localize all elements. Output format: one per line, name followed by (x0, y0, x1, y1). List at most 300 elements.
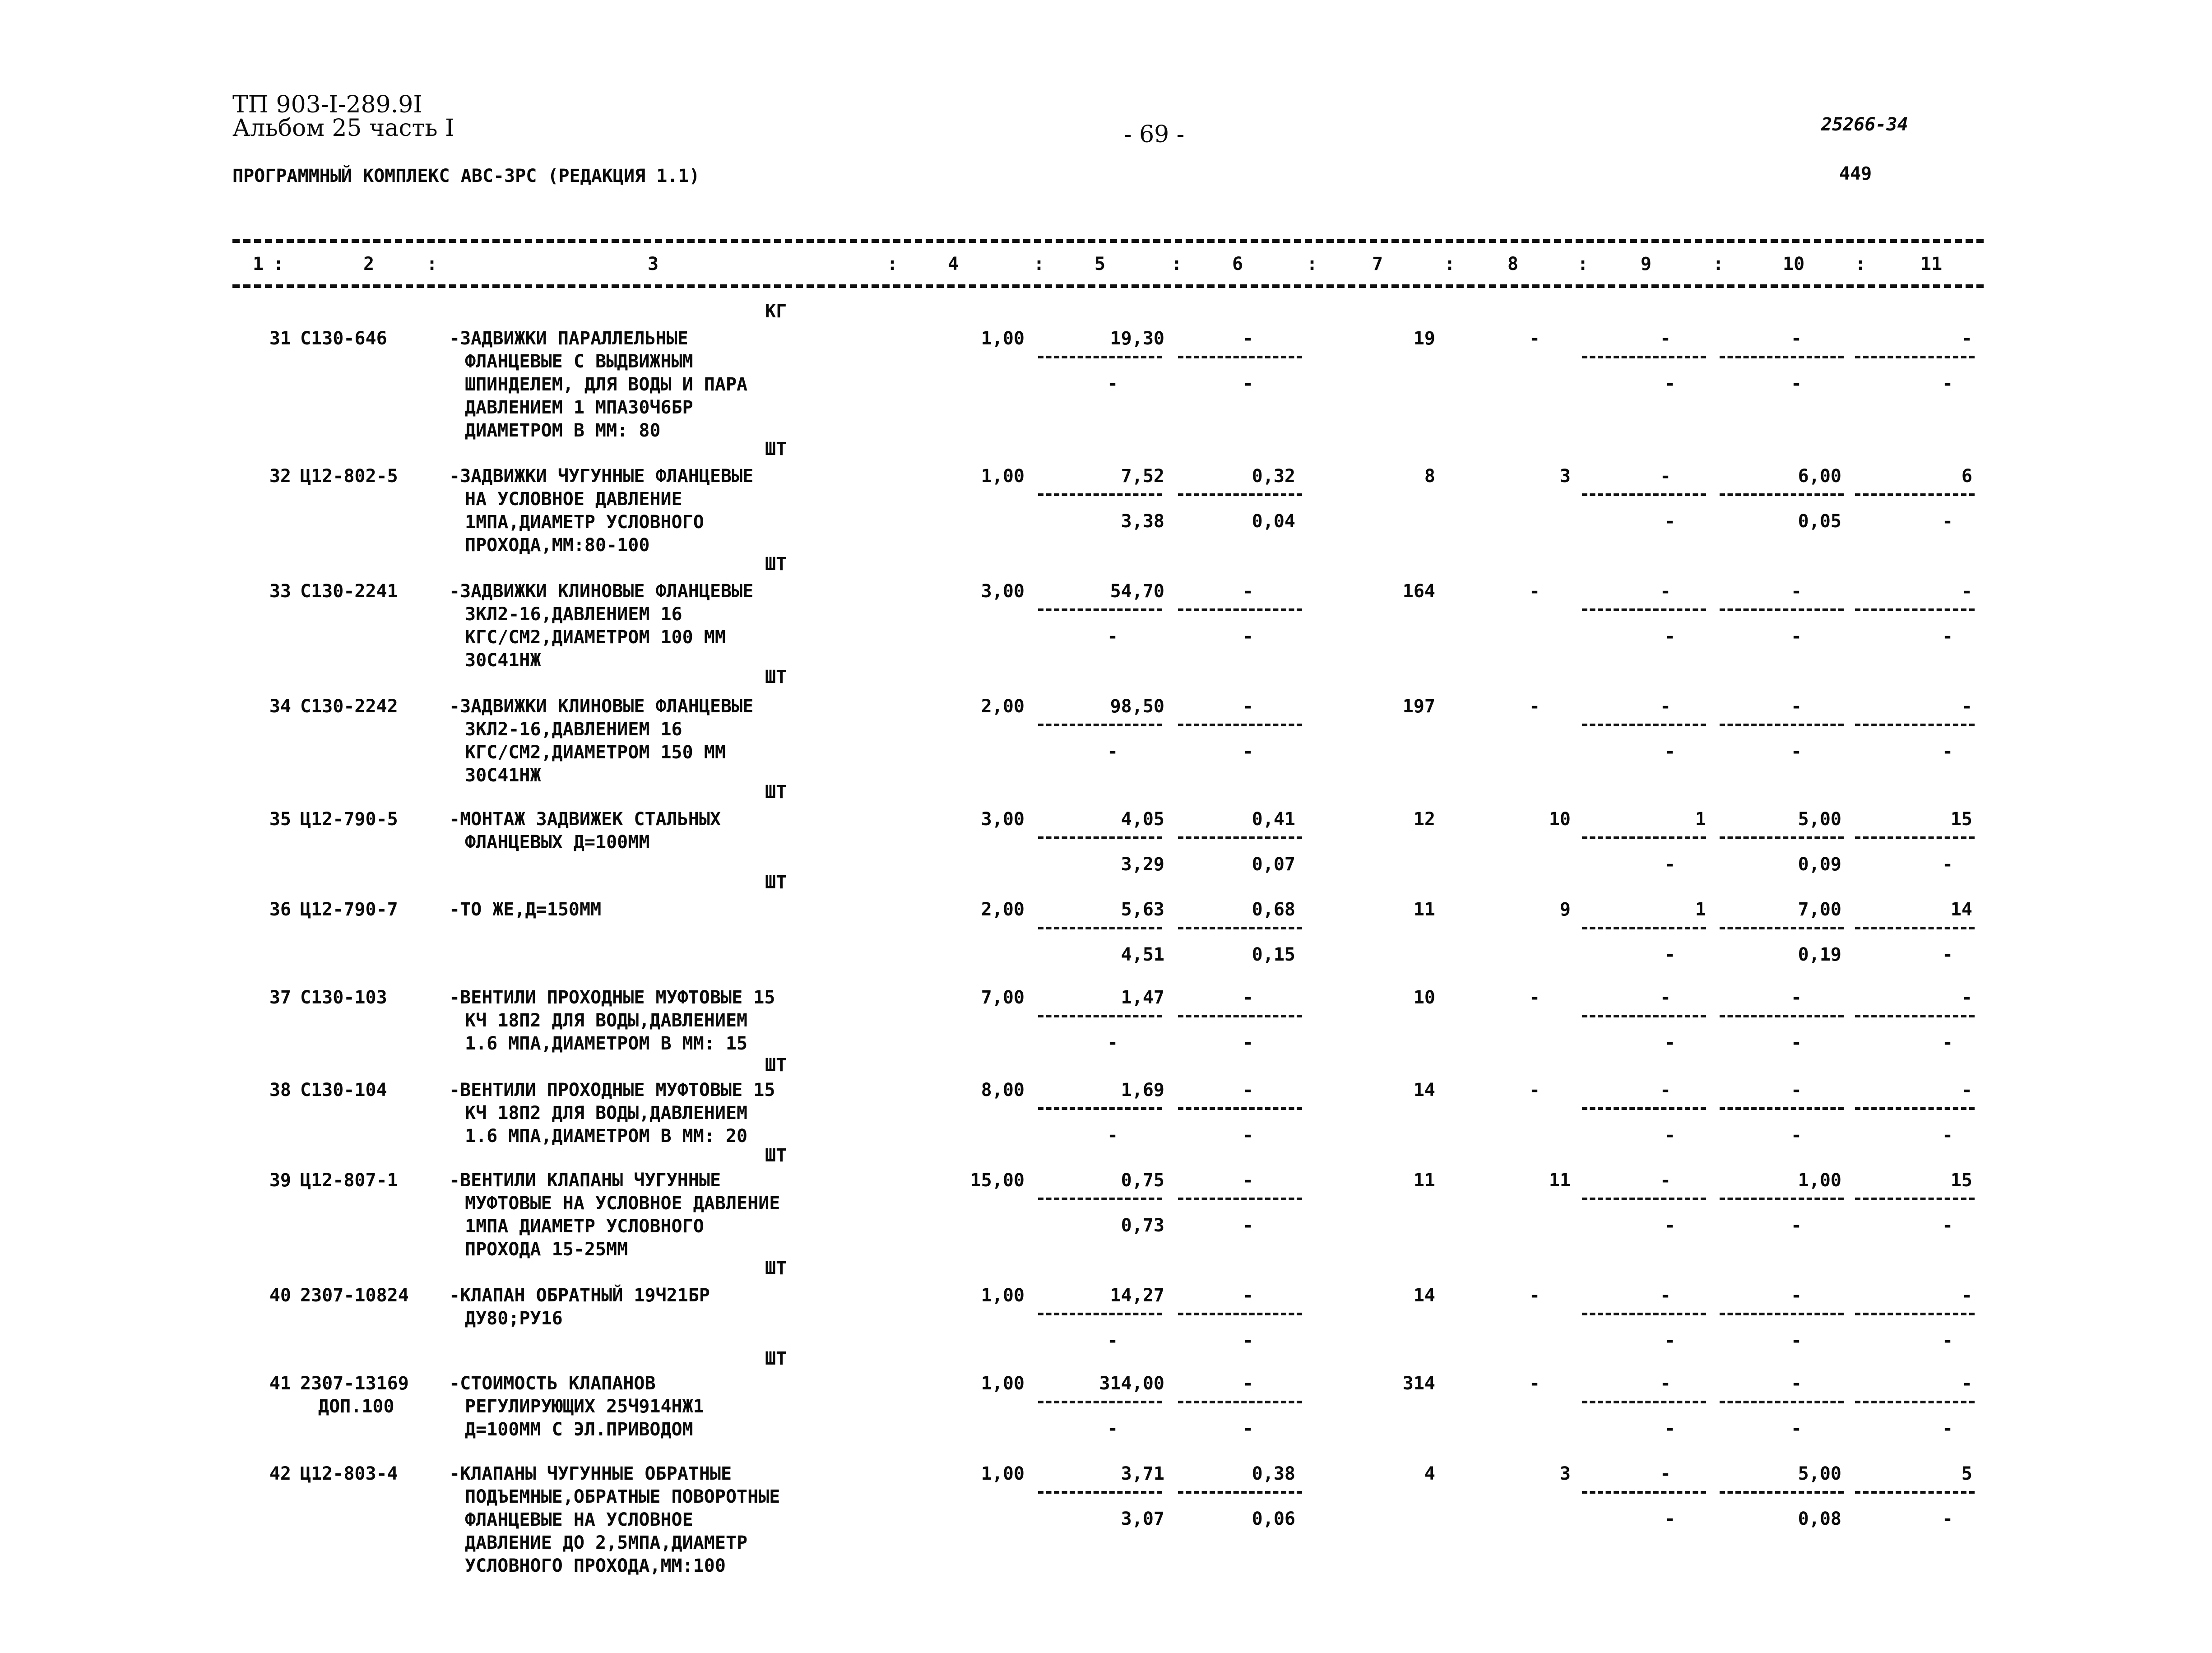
subtotal-divider (1855, 1313, 1975, 1315)
labor-cell: 11 (1549, 1170, 1571, 1191)
subtotal-divider (1720, 1401, 1844, 1403)
row-number: 42 (269, 1463, 291, 1484)
row-number: 35 (269, 809, 291, 830)
labor-norm-cell: 1,00 (1798, 1170, 1841, 1191)
salary-sub-cell: - (1242, 1418, 1254, 1439)
item-description-line: КЧ 18П2 ДЛЯ ВОДЫ,ДАВЛЕНИЕМ (465, 1103, 748, 1124)
labor-total-sub-cell: - (1942, 1032, 1953, 1053)
salary-cell: 0,68 (1252, 899, 1295, 920)
unit-cost-cell: 0,75 (1121, 1170, 1164, 1191)
machine-cell: - (1660, 328, 1671, 349)
archive-number: 25266-34 (1821, 114, 1908, 135)
total-cost-cell: 12 (1413, 809, 1435, 830)
column-separator: : (887, 254, 898, 274)
unit-cost-sub-cell: - (1107, 1125, 1118, 1146)
subtotal-divider (1855, 1015, 1975, 1017)
row-number: 38 (269, 1080, 291, 1100)
subtotal-divider (1038, 356, 1162, 358)
subtotal-divider (1038, 1107, 1162, 1110)
quantity-cell: 1,00 (981, 466, 1025, 487)
rate-code: С130-2242 (300, 696, 398, 717)
item-description-line: ЗКЛ2-16,ДАВЛЕНИЕМ 16 (465, 604, 682, 625)
subtotal-divider (1720, 836, 1844, 839)
labor-norm-sub-cell: - (1790, 1215, 1802, 1236)
unit-cost-cell: 1,47 (1121, 987, 1164, 1008)
salary-cell: - (1242, 581, 1254, 602)
subtotal-divider (1178, 493, 1302, 496)
labor-norm-sub-cell: 0,05 (1798, 511, 1841, 532)
salary-sub-cell: - (1242, 373, 1254, 394)
item-description-line: Д=100ММ С ЭЛ.ПРИВОДОМ (465, 1419, 693, 1440)
labor-cell: 9 (1559, 899, 1571, 920)
quantity-cell: 1,00 (981, 1373, 1025, 1394)
machine-sub-cell: - (1664, 1215, 1676, 1236)
machine-sub-cell: - (1664, 1330, 1676, 1351)
subtotal-divider (1582, 927, 1706, 929)
labor-cell: - (1529, 328, 1540, 349)
item-description-line: КЧ 18П2 ДЛЯ ВОДЫ,ДАВЛЕНИЕМ (465, 1010, 748, 1031)
subtotal-divider (1855, 493, 1975, 496)
salary-sub-cell: - (1242, 1330, 1254, 1351)
item-description-line: ФЛАНЦЕВЫХ Д=100ММ (465, 832, 650, 853)
subtotal-divider (1038, 493, 1162, 496)
column-header: 1 (253, 254, 264, 274)
salary-cell: - (1242, 987, 1254, 1008)
column-header: 9 (1641, 254, 1652, 274)
labor-total-cell: - (1961, 696, 1972, 717)
machine-sub-cell: - (1664, 1509, 1676, 1529)
subtotal-divider (1720, 1015, 1844, 1017)
subtotal-divider (1720, 927, 1844, 929)
unit-cost-cell: 7,52 (1121, 466, 1164, 487)
total-cost-cell: 14 (1413, 1285, 1435, 1306)
unit-label: ШТ (765, 782, 787, 803)
unit-cost-sub-cell: 4,51 (1121, 944, 1164, 965)
column-separator: : (1171, 254, 1183, 274)
total-cost-cell: 4 (1424, 1463, 1435, 1484)
item-description-line: 1.6 МПА,ДИАМЕТРОМ В ММ: 20 (465, 1126, 748, 1147)
item-description-line: -КЛАПАНЫ ЧУГУННЫЕ ОБРАТНЫЕ (449, 1463, 732, 1484)
machine-cell: - (1660, 1170, 1671, 1191)
labor-norm-sub-cell: - (1790, 1330, 1802, 1351)
unit-cost-cell: 314,00 (1099, 1373, 1164, 1394)
machine-sub-cell: - (1664, 1125, 1676, 1146)
quantity-cell: 2,00 (981, 696, 1025, 717)
subtotal-divider (1178, 1401, 1302, 1403)
total-cost-cell: 10 (1413, 987, 1435, 1008)
item-description-line: РЕГУЛИРУЮЩИХ 25Ч914НЖ1 (465, 1396, 704, 1417)
labor-total-cell: - (1961, 1285, 1972, 1306)
rate-code: С130-104 (300, 1080, 387, 1100)
item-description-line: 1.6 МПА,ДИАМЕТРОМ В ММ: 15 (465, 1033, 748, 1054)
table-header-rule (232, 284, 1984, 288)
salary-cell: - (1242, 328, 1254, 349)
unit-cost-cell: 3,71 (1121, 1463, 1164, 1484)
labor-total-sub-cell: - (1942, 511, 1953, 532)
labor-total-sub-cell: - (1942, 944, 1953, 965)
labor-total-cell: 15 (1950, 809, 1972, 830)
labor-total-cell: 15 (1950, 1170, 1972, 1191)
labor-cell: - (1529, 1373, 1540, 1394)
item-description-line: 1МПА ДИАМЕТР УСЛОВНОГО (465, 1216, 704, 1237)
unit-cost-cell: 1,69 (1121, 1080, 1164, 1100)
item-description-line: -ЗАДВИЖКИ ПАРАЛЛЕЛЬНЫЕ (449, 328, 688, 349)
item-description-line: 30С41НЖ (465, 765, 541, 786)
program-title: ПРОГРАММНЫЙ КОМПЛЕКС АВС-3РС (РЕДАКЦИЯ 1.1) (232, 166, 700, 186)
salary-cell: - (1242, 1080, 1254, 1100)
item-description-line: -МОНТАЖ ЗАДВИЖЕК СТАЛЬНЫХ (449, 809, 721, 830)
subtotal-divider (1038, 1015, 1162, 1017)
subtotal-divider (1038, 1198, 1162, 1200)
subtotal-divider (1178, 608, 1302, 611)
salary-cell: - (1242, 1373, 1254, 1394)
salary-sub-cell: - (1242, 1125, 1254, 1146)
item-description-line: ФЛАНЦЕВЫЕ С ВЫДВИЖНЫМ (465, 351, 693, 372)
labor-norm-cell: 6,00 (1798, 466, 1841, 487)
salary-sub-cell: - (1242, 741, 1254, 762)
column-header: 11 (1920, 254, 1943, 274)
machine-sub-cell: - (1664, 626, 1676, 647)
unit-label: ШТ (765, 1258, 787, 1279)
item-description-line: ФЛАНЦЕВЫЕ НА УСЛОВНОЕ (465, 1509, 693, 1530)
unit-cost-sub-cell: - (1107, 626, 1118, 647)
column-separator: : (1577, 254, 1589, 274)
row-number: 33 (269, 581, 291, 602)
subtotal-divider (1582, 1107, 1706, 1110)
labor-total-cell: - (1961, 1080, 1972, 1100)
column-separator: : (427, 254, 438, 274)
labor-norm-cell: 5,00 (1798, 1463, 1841, 1484)
row-number: 40 (269, 1285, 291, 1306)
subtotal-divider (1038, 1401, 1162, 1403)
total-cost-cell: 19 (1413, 328, 1435, 349)
salary-cell: 0,32 (1252, 466, 1295, 487)
subtotal-divider (1178, 1198, 1302, 1200)
column-separator: : (1307, 254, 1318, 274)
salary-sub-cell: - (1242, 626, 1254, 647)
column-header: 3 (648, 254, 659, 274)
quantity-cell: 2,00 (981, 899, 1025, 920)
total-cost-cell: 197 (1402, 696, 1435, 717)
machine-sub-cell: - (1664, 944, 1676, 965)
item-description-line: ЗКЛ2-16,ДАВЛЕНИЕМ 16 (465, 719, 682, 740)
item-description-line: -ЗАДВИЖКИ ЧУГУННЫЕ ФЛАНЦЕВЫЕ (449, 466, 754, 487)
row-number: 32 (269, 466, 291, 487)
column-header: 7 (1372, 254, 1383, 274)
machine-cell: 1 (1695, 899, 1706, 920)
subtotal-divider (1178, 1107, 1302, 1110)
labor-norm-sub-cell: - (1790, 1125, 1802, 1146)
unit-label: ШТ (765, 872, 787, 893)
unit-cost-cell: 4,05 (1121, 809, 1164, 830)
labor-norm-cell: - (1790, 1373, 1802, 1394)
labor-total-cell: 6 (1961, 466, 1972, 487)
rate-code: С130-646 (300, 328, 387, 349)
labor-total-sub-cell: - (1942, 1215, 1953, 1236)
column-separator: : (1713, 254, 1724, 274)
labor-total-cell: 5 (1961, 1463, 1972, 1484)
column-separator: : (1855, 254, 1866, 274)
column-header: 4 (948, 254, 959, 274)
unit-cost-sub-cell: 0,73 (1121, 1215, 1164, 1236)
subtotal-divider (1038, 927, 1162, 929)
rate-code: 2307-10824 (300, 1285, 409, 1306)
subtotal-divider (1038, 608, 1162, 611)
subtotal-divider (1720, 1198, 1844, 1200)
quantity-cell: 3,00 (981, 581, 1025, 602)
labor-norm-cell: - (1790, 987, 1802, 1008)
labor-total-sub-cell: - (1942, 741, 1953, 762)
unit-cost-sub-cell: 3,07 (1121, 1509, 1164, 1529)
row-number: 31 (269, 328, 291, 349)
rate-code-extra: ДОП.100 (318, 1396, 394, 1417)
page-number: - 69 - (1124, 121, 1185, 148)
subtotal-divider (1038, 836, 1162, 839)
subtotal-divider (1038, 724, 1162, 726)
labor-norm-sub-cell: 0,09 (1798, 854, 1841, 875)
rate-code: Ц12-803-4 (300, 1463, 398, 1484)
subtotal-divider (1582, 493, 1706, 496)
labor-norm-cell: 5,00 (1798, 809, 1841, 830)
unit-label: КГ (765, 301, 787, 322)
labor-cell: 10 (1549, 809, 1571, 830)
quantity-cell: 1,00 (981, 1463, 1025, 1484)
machine-sub-cell: - (1664, 511, 1676, 532)
column-separator: : (1444, 254, 1456, 274)
unit-label: ШТ (765, 667, 787, 687)
subtotal-divider (1720, 724, 1844, 726)
item-description-line: -ВЕНТИЛИ КЛАПАНЫ ЧУГУННЫЕ (449, 1170, 721, 1191)
rate-code: Ц12-790-5 (300, 809, 398, 830)
subtotal-divider (1582, 1491, 1706, 1494)
unit-cost-cell: 14,27 (1110, 1285, 1164, 1306)
subtotal-divider (1178, 836, 1302, 839)
total-cost-cell: 8 (1424, 466, 1435, 487)
unit-cost-cell: 54,70 (1110, 581, 1164, 602)
labor-norm-sub-cell: 0,19 (1798, 944, 1841, 965)
salary-cell: 0,41 (1252, 809, 1295, 830)
doc-code: ТП 903-I-289.9I (232, 91, 422, 118)
item-description-line: -ЗАДВИЖКИ КЛИНОВЫЕ ФЛАНЦЕВЫЕ (449, 581, 754, 602)
subtotal-divider (1178, 1491, 1302, 1494)
subtotal-divider (1855, 836, 1975, 839)
labor-norm-sub-cell: - (1790, 626, 1802, 647)
labor-cell: - (1529, 987, 1540, 1008)
salary-cell: - (1242, 1170, 1254, 1191)
machine-cell: - (1660, 1080, 1671, 1100)
column-header: 8 (1507, 254, 1519, 274)
subtotal-divider (1855, 1198, 1975, 1200)
machine-sub-cell: - (1664, 741, 1676, 762)
item-description-line: 30С41НЖ (465, 650, 541, 671)
subtotal-divider (1582, 608, 1706, 611)
quantity-cell: 3,00 (981, 809, 1025, 830)
quantity-cell: 1,00 (981, 1285, 1025, 1306)
unit-label: ШТ (765, 554, 787, 575)
subtotal-divider (1038, 1491, 1162, 1494)
quantity-cell: 15,00 (970, 1170, 1025, 1191)
table-top-rule (232, 239, 1984, 243)
machine-cell: 1 (1695, 809, 1706, 830)
subtotal-divider (1178, 927, 1302, 929)
labor-total-sub-cell: - (1942, 1509, 1953, 1529)
subtotal-divider (1855, 1107, 1975, 1110)
row-number: 41 (269, 1373, 291, 1394)
subtotal-divider (1582, 836, 1706, 839)
item-description-line: -КЛАПАН ОБРАТНЫЙ 19Ч21БР (449, 1285, 710, 1306)
column-header: 5 (1094, 254, 1106, 274)
subtotal-divider (1855, 608, 1975, 611)
machine-sub-cell: - (1664, 1032, 1676, 1053)
column-header: 6 (1232, 254, 1243, 274)
labor-total-sub-cell: - (1942, 1125, 1953, 1146)
subtotal-divider (1582, 1015, 1706, 1017)
item-description-line: КГС/СМ2,ДИАМЕТРОМ 100 ММ (465, 627, 726, 648)
labor-norm-cell: - (1790, 696, 1802, 717)
subtotal-divider (1582, 1313, 1706, 1315)
labor-norm-sub-cell: - (1790, 1418, 1802, 1439)
labor-total-cell: - (1961, 1373, 1972, 1394)
item-description-line: -ТО ЖЕ,Д=150ММ (449, 899, 602, 920)
item-description-line: КГС/СМ2,ДИАМЕТРОМ 150 ММ (465, 742, 726, 763)
column-header: 2 (363, 254, 375, 274)
labor-total-cell: - (1961, 987, 1972, 1008)
subtotal-divider (1855, 1401, 1975, 1403)
labor-total-cell: - (1961, 581, 1972, 602)
rate-code: С130-103 (300, 987, 387, 1008)
item-description-line: ШПИНДЕЛЕМ, ДЛЯ ВОДЫ И ПАРА (465, 374, 748, 395)
item-description-line: -СТОИМОСТЬ КЛАПАНОВ (449, 1373, 656, 1394)
item-description-line: -ЗАДВИЖКИ КЛИНОВЫЕ ФЛАНЦЕВЫЕ (449, 696, 754, 717)
unit-cost-sub-cell: - (1107, 1330, 1118, 1351)
rate-code: С130-2241 (300, 581, 398, 602)
machine-cell: - (1660, 1463, 1671, 1484)
rate-code: Ц12-790-7 (300, 899, 398, 920)
rate-code: Ц12-807-1 (300, 1170, 398, 1191)
quantity-cell: 7,00 (981, 987, 1025, 1008)
labor-total-cell: 14 (1950, 899, 1972, 920)
row-number: 34 (269, 696, 291, 717)
column-header: 10 (1783, 254, 1805, 274)
subtotal-divider (1720, 1313, 1844, 1315)
subtotal-divider (1178, 1313, 1302, 1315)
total-cost-cell: 164 (1402, 581, 1435, 602)
unit-label: ШТ (765, 1145, 787, 1166)
unit-cost-cell: 19,30 (1110, 328, 1164, 349)
rate-code: Ц12-802-5 (300, 466, 398, 487)
salary-sub-cell: - (1242, 1215, 1254, 1236)
row-number: 36 (269, 899, 291, 920)
subtotal-divider (1582, 1198, 1706, 1200)
unit-cost-sub-cell: - (1107, 741, 1118, 762)
subtotal-divider (1178, 724, 1302, 726)
unit-cost-cell: 98,50 (1110, 696, 1164, 717)
labor-cell: 3 (1559, 466, 1571, 487)
salary-cell: 0,38 (1252, 1463, 1295, 1484)
machine-sub-cell: - (1664, 373, 1676, 394)
item-description-line: ДИАМЕТРОМ В ММ: 80 (465, 420, 661, 441)
labor-total-sub-cell: - (1942, 1330, 1953, 1351)
item-description-line: ДАВЛЕНИЕ ДО 2,5МПА,ДИАМЕТР (465, 1532, 748, 1553)
item-description-line: УСЛОВНОГО ПРОХОДА,ММ:100 (465, 1555, 726, 1576)
labor-norm-sub-cell: - (1790, 1032, 1802, 1053)
subtotal-divider (1582, 724, 1706, 726)
unit-cost-cell: 5,63 (1121, 899, 1164, 920)
salary-sub-cell: 0,04 (1252, 511, 1295, 532)
labor-total-sub-cell: - (1942, 1418, 1953, 1439)
total-cost-cell: 11 (1413, 899, 1435, 920)
labor-cell: - (1529, 1080, 1540, 1100)
labor-cell: - (1529, 581, 1540, 602)
album-label: Альбом 25 часть I (232, 115, 454, 142)
machine-cell: - (1660, 466, 1671, 487)
labor-total-sub-cell: - (1942, 626, 1953, 647)
labor-total-cell: - (1961, 328, 1972, 349)
unit-cost-sub-cell: - (1107, 373, 1118, 394)
salary-sub-cell: 0,15 (1252, 944, 1295, 965)
total-cost-cell: 14 (1413, 1080, 1435, 1100)
labor-norm-cell: - (1790, 328, 1802, 349)
quantity-cell: 1,00 (981, 328, 1025, 349)
item-description-line: ПОДЪЕМНЫЕ,ОБРАТНЫЕ ПОВОРОТНЫЕ (465, 1486, 780, 1507)
unit-label: ШТ (765, 439, 787, 460)
machine-sub-cell: - (1664, 1418, 1676, 1439)
column-separator: : (273, 254, 284, 274)
unit-cost-sub-cell: 3,38 (1121, 511, 1164, 532)
item-description-line: ДАВЛЕНИЕМ 1 МПА30Ч6БР (465, 397, 693, 418)
subtotal-divider (1178, 356, 1302, 358)
item-description-line: 1МПА,ДИАМЕТР УСЛОВНОГО (465, 512, 704, 533)
labor-norm-cell: - (1790, 1080, 1802, 1100)
item-description-line: -ВЕНТИЛИ ПРОХОДНЫЕ МУФТОВЫЕ 15 (449, 1080, 775, 1100)
salary-sub-cell: 0,07 (1252, 854, 1295, 875)
labor-norm-cell: - (1790, 581, 1802, 602)
labor-norm-sub-cell: - (1790, 373, 1802, 394)
unit-cost-sub-cell: - (1107, 1418, 1118, 1439)
column-separator: : (1034, 254, 1045, 274)
subtotal-divider (1855, 724, 1975, 726)
subtotal-divider (1855, 356, 1975, 358)
unit-cost-sub-cell: - (1107, 1032, 1118, 1053)
subtotal-divider (1582, 1401, 1706, 1403)
item-description-line: -ВЕНТИЛИ ПРОХОДНЫЕ МУФТОВЫЕ 15 (449, 987, 775, 1008)
row-number: 37 (269, 987, 291, 1008)
salary-cell: - (1242, 1285, 1254, 1306)
machine-cell: - (1660, 1285, 1671, 1306)
labor-total-sub-cell: - (1942, 373, 1953, 394)
unit-label: ШТ (765, 1348, 787, 1369)
labor-norm-sub-cell: - (1790, 741, 1802, 762)
subtotal-divider (1178, 1015, 1302, 1017)
item-description-line: НА УСЛОВНОЕ ДАВЛЕНИЕ (465, 489, 682, 510)
salary-sub-cell: 0,06 (1252, 1509, 1295, 1529)
unit-cost-sub-cell: 3,29 (1121, 854, 1164, 875)
machine-cell: - (1660, 1373, 1671, 1394)
subtotal-divider (1582, 356, 1706, 358)
salary-sub-cell: - (1242, 1032, 1254, 1053)
labor-cell: - (1529, 1285, 1540, 1306)
labor-cell: 3 (1559, 1463, 1571, 1484)
subtotal-divider (1720, 1491, 1844, 1494)
labor-cell: - (1529, 696, 1540, 717)
subtotal-divider (1720, 493, 1844, 496)
labor-norm-cell: - (1790, 1285, 1802, 1306)
subtotal-divider (1720, 1107, 1844, 1110)
subtotal-divider (1855, 1491, 1975, 1494)
row-number: 39 (269, 1170, 291, 1191)
rate-code: 2307-13169 (300, 1373, 409, 1394)
subtotal-divider (1720, 608, 1844, 611)
